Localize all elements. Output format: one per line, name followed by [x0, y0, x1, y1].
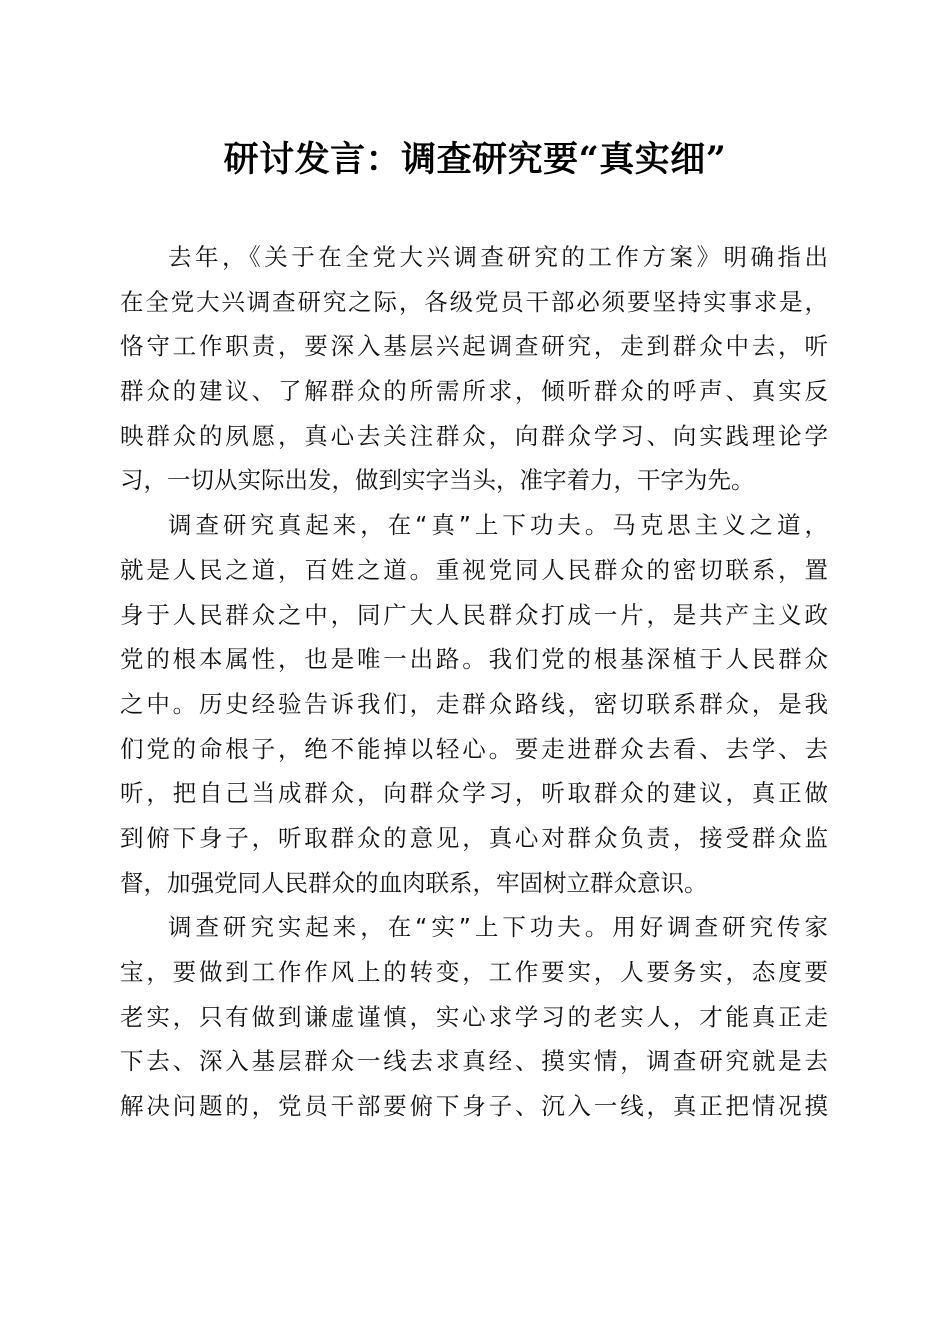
text-line: 在全党大兴调查研究之际，各级党员干部必须要坚持实事求是，	[120, 287, 828, 316]
text-line: 宝，要做到工作作风上的转变，工作要实，人要务实，态度要	[120, 958, 828, 986]
text-line: 映群众的夙愿，真心去关注群众，向群众学习、向实践理论学	[120, 421, 828, 450]
text-line: 们党的命根子，绝不能掉以轻心。要走进群众去看、去学、去	[120, 734, 828, 763]
document-title: 研讨发言：调查研究要“真实细”	[223, 139, 727, 180]
text-line: 就是人民之道，百姓之道。重视党同人民群众的密切联系，置	[120, 555, 828, 584]
text-line: 去年，《关于在全党大兴调查研究的工作方案》明确指出	[168, 243, 828, 271]
document-body	[120, 235, 828, 1129]
text-line: 习，一切从实际出发，做到实字当头，准字着力，干字为先。	[120, 466, 755, 495]
paragraph-2	[120, 503, 828, 905]
text-line: 之中。历史经验告诉我们，走群众路线，密切联系群众，是我	[120, 689, 828, 718]
text-line: 解决问题的，党员干部要俯下身子、沉入一线，真正把情况摸	[120, 1092, 828, 1121]
text-line: 督，加强党同人民群众的血肉联系，牢固树立群众意识。	[120, 868, 708, 897]
text-line: 调查研究实起来，在“实”上下功夫。用好调查研究传家	[168, 913, 828, 942]
text-line: 调查研究真起来，在“真”上下功夫。马克思主义之道，	[168, 511, 828, 540]
text-line: 恪守工作职责，要深入基层兴起调查研究，走到群众中去，听	[120, 332, 828, 361]
text-line: 到俯下身子，听取群众的意见，真心对群众负责，接受群众监	[120, 823, 828, 852]
paragraph-3	[120, 905, 828, 1128]
text-line: 群众的建议、了解群众的所需所求，倾听群众的呼声、真实反	[120, 377, 828, 406]
text-line: 听，把自己当成群众，向群众学习，听取群众的建议，真正做	[120, 779, 828, 808]
text-line: 老实，只有做到谦虚谨慎，实心求学习的老实人，才能真正走	[120, 1002, 828, 1031]
text-line: 身于人民群众之中，同广大人民群众打成一片，是共产主义政	[120, 600, 828, 629]
text-line: 党的根本属性，也是唯一出路。我们党的根基深植于人民群众	[120, 645, 828, 674]
paragraph-1	[120, 235, 828, 503]
text-line: 下去、深入基层群众一线去求真经、摸实情，调查研究就是去	[120, 1047, 828, 1076]
